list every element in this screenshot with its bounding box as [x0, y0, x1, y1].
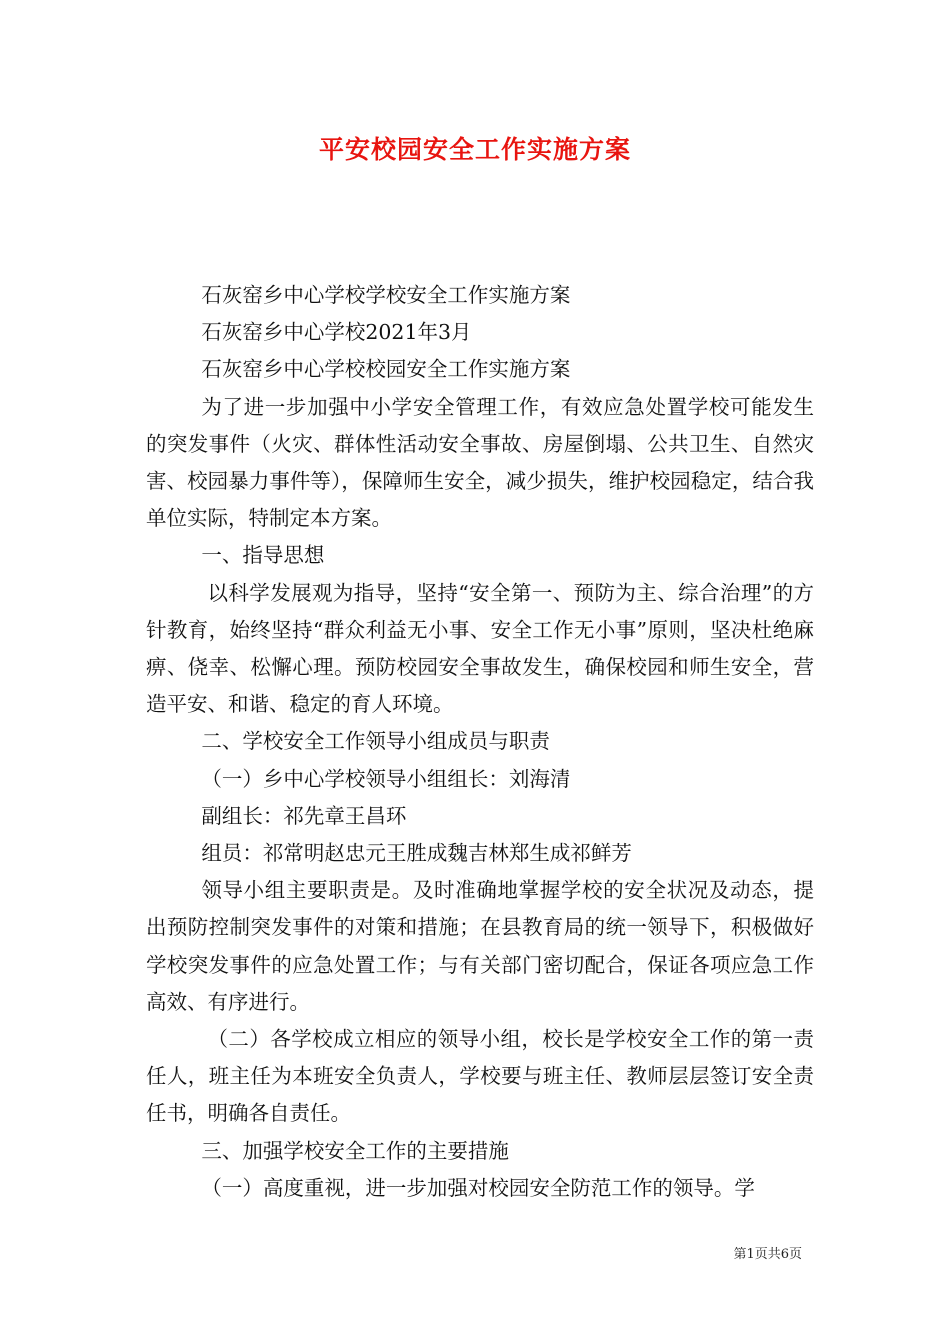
paragraph-school-date: 石灰窑乡中心学校2021年3月: [201, 320, 472, 345]
paragraph-guiding-ideology: 以科学发展观为指导，坚持“安全第一、预防为主、综合治理”的方针教育，始终坚持“群众利益无小事、安全工作无小事”原则，坚决杜绝麻痹、侥幸、松懈心理。预防校园安全事故发生，确保校园和师生安全，营造平安、和谐、稳定的育人环境。: [146, 580, 814, 717]
section-heading-guiding-ideology: 一、指导思想: [201, 543, 325, 568]
paragraph-campus-plan-heading: 石灰窑乡中心学校校园安全工作实施方案: [201, 357, 571, 382]
paragraph-group-members: 组员：祁常明赵忠元王胜成魏吉林郑生成祁鲜芳: [201, 841, 632, 866]
paragraph-intro: 为了进一步加强中小学安全管理工作，有效应急处置学校可能发生的突发事件（火灾、群体性活动安全事故、房屋倒塌、公共卫生、自然灾害、校园暴力事件等），保障师生安全，减少损失，维护校园稳定，结合我单位实际，特制定本方案。: [146, 394, 814, 531]
document-body: [146, 277, 814, 1207]
paragraph-deputy-leaders: 副组长：祁先章王昌环: [201, 803, 407, 828]
paragraph-group-duties: 领导小组主要职责是。及时准确地掌握学校的安全状况及动态，提出预防控制突发事件的对策和措施；在县教育局的统一领导下，积极做好学校突发事件的应急处置工作；与有关部门密切配合，保证各项应急工作高效、有序进行。: [146, 878, 814, 1014]
document-title: 平安校园安全工作实施方案: [318, 135, 631, 164]
paragraph-group-leader: （一）乡中心学校领导小组组长：刘海清: [201, 766, 571, 791]
page-number-footer: 第1页共6页: [733, 1247, 802, 1262]
paragraph-measure-one: （一）高度重视，进一步加强对校园安全防范工作的领导。学: [201, 1175, 755, 1200]
paragraph-school-plan-heading: 石灰窑乡中心学校学校安全工作实施方案: [201, 283, 571, 307]
section-heading-main-measures: 三、加强学校安全工作的主要措施: [201, 1138, 509, 1163]
paragraph-school-groups: （二）各学校成立相应的领导小组，校长是学校安全工作的第一责任人，班主任为本班安全负责人，学校要与班主任、教师层层签订安全责任书，明确各自责任。: [146, 1027, 814, 1126]
section-heading-leadership-group: 二、学校安全工作领导小组成员与职责: [201, 729, 550, 754]
